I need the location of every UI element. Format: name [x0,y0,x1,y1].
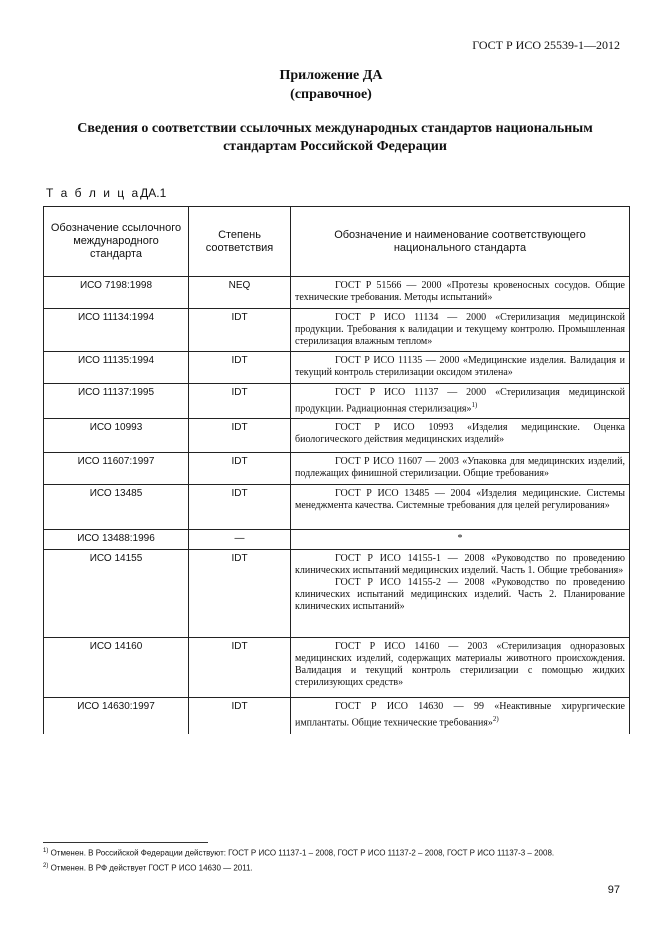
national-standard-text: ГОСТ Р ИСО 14155-1 — 2008 «Руководство по проведению клинических испытаний медицинских изделий. Часть 1. Общие требования» [295,553,625,577]
document-code: ГОСТ Р ИСО 25539-1—2012 [472,38,620,52]
cell-ref-standard: ИСО 14630:1997 [44,698,189,734]
cell-degree: — [189,530,291,550]
table-row [44,384,630,419]
table-row [44,530,630,550]
cell-degree: IDT [189,309,291,352]
cell-national-standard [291,277,630,309]
table-row [44,550,630,638]
header-national-standard: Обозначение и наименование соответствующего национального стандарта [291,207,630,277]
header-degree: Степень соответствия [189,207,291,277]
table-caption [46,186,166,200]
cell-ref-standard: ИСО 13485 [44,485,189,530]
table-row [44,277,630,309]
cell-national-standard [291,309,630,352]
table-row [44,485,630,530]
table-row [44,352,630,384]
national-standard-text: ГОСТ Р ИСО 13485 — 2004 «Изделия медицинские. Системы менеджмента качества. Системные требования для целей регулирования» [295,488,625,512]
footnote-divider [43,842,208,843]
cell-ref-standard: ИСО 14160 [44,638,189,698]
cell-degree: IDT [189,453,291,485]
cell-national-standard [291,485,630,530]
footnote-mark: 1) [471,401,478,409]
cell-national-standard [291,352,630,384]
national-standard-text: ГОСТ Р ИСО 11607 — 2003 «Упаковка для медицинских изделий, подлежащих финишной стерилизации. Общие требования» [295,456,625,480]
cell-ref-standard: ИСО 14155 [44,550,189,638]
national-standard-text: ГОСТ Р ИСО 14630 — 99 «Неактивные хирургические имплантаты. Общие технические требования»$^{2)}$ [295,701,625,729]
table-body [44,277,630,734]
cell-national-standard [291,550,630,638]
table-row [44,638,630,698]
national-standard-text: ГОСТ Р ИСО 10993 «Изделия медицинские. Оценка биологического действия медицинских изделий» [295,422,625,446]
cell-ref-standard: ИСО 10993 [44,419,189,453]
cell-national-standard [291,638,630,698]
cell-ref-standard: ИСО 13488:1996 [44,530,189,550]
cell-ref-standard: ИСО 11137:1995 [44,384,189,419]
table-row [44,698,630,734]
footnote-2: $^{2)}$ Отменен. В РФ действует ГОСТ Р ИСО 14630 — 2011. [43,862,253,873]
cell-national-standard [291,530,630,550]
cell-degree: IDT [189,485,291,530]
standards-table [43,206,630,734]
cell-ref-standard: ИСО 7198:1998 [44,277,189,309]
appendix-title [0,66,662,104]
cell-degree: NEQ [189,277,291,309]
cell-ref-standard: ИСО 11135:1994 [44,352,189,384]
national-standard-text: ГОСТ Р ИСО 11134 — 2000 «Стерилизация медицинской продукции. Требования к валидации и текущему контролю. Промышленная стерилизация влажным теплом» [295,312,625,347]
table-row [44,453,630,485]
cell-degree: IDT [189,638,291,698]
cell-degree: IDT [189,550,291,638]
cell-degree: IDT [189,384,291,419]
table-row [44,419,630,453]
appendix-title-main: Приложение ДА [279,68,383,83]
national-standard-text: ГОСТ Р ИСО 11135 — 2000 «Медицинские изделия. Валидация и текущий контроль стерилизации оксидом этилена» [295,355,625,378]
footnote-1: $^{1)}$ Отменен. В Российской Федерации действуют: ГОСТ Р ИСО 11137-1 – 2008, ГОСТ Р ИСО 11137-2 – 2008, ГОСТ Р ИСО 11137-3 – 2008. [43,848,555,858]
cell-ref-standard: ИСО 11607:1997 [44,453,189,485]
cell-national-standard [291,453,630,485]
footnote-mark: 2) [492,715,499,724]
table-caption-id: ДА.1 [140,186,167,200]
national-standard-text: ГОСТ Р ИСО 11137 — 2000 «Стерилизация медицинской продукции. Радиационная стерилизация»$^{1)}$ [295,387,625,415]
cell-ref-standard: ИСО 11134:1994 [44,309,189,352]
national-standard-text: * [457,533,463,545]
cell-national-standard [291,384,630,419]
table-row [44,309,630,352]
cell-degree: IDT [189,352,291,384]
table-caption-word: Т а б л и ц а [46,186,141,200]
footnotes [43,846,629,875]
cell-national-standard [291,698,630,734]
appendix-subtitle: (справочное) [290,87,372,102]
header-ref-standard: Обозначение ссылочного международного стандарта [44,207,189,277]
section-heading: Сведения о соответствии ссылочных международных стандартов национальным стандартам Российской Федерации [77,121,593,154]
cell-degree: IDT [189,698,291,734]
cell-degree: IDT [189,419,291,453]
national-standard-text: ГОСТ Р ИСО 14160 — 2003 «Стерилизация одноразовых медицинских изделий, содержащих материалы животного происхождения. Валидация и текущий контроль стерилизации с помощью жидких стерилизующих средств» [295,641,625,689]
national-standard-text: ГОСТ Р 51566 — 2000 «Протезы кровеносных сосудов. Общие технические требования. Методы испытаний» [295,280,625,303]
national-standard-text: ГОСТ Р ИСО 14155-2 — 2008 «Руководство по проведению клинических испытаний медицинских изделий. Часть 2. Планирование клинических испытаний» [295,577,625,613]
table-header-row [44,207,630,277]
page-number: 97 [607,884,620,896]
cell-national-standard [291,419,630,453]
